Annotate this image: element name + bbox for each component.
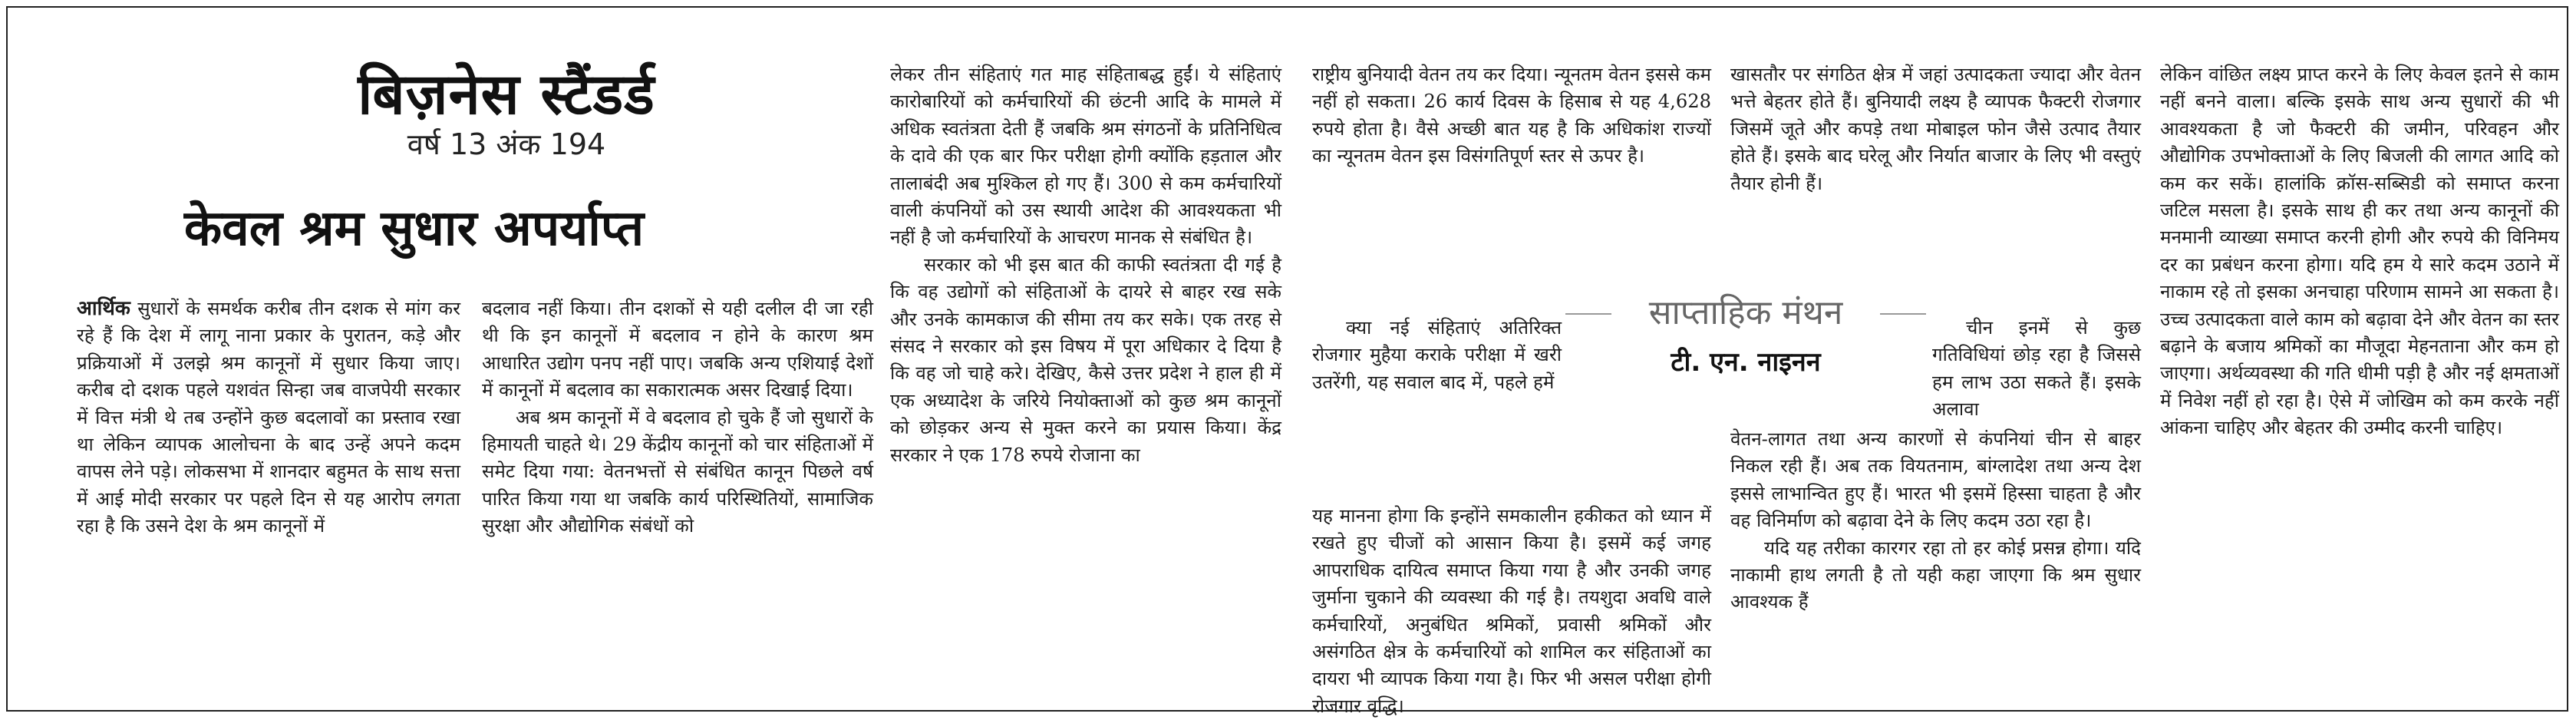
article-column-4 xyxy=(1312,61,1711,315)
column-2-paragraph-1: बदलाव नहीं किया। तीन दशकों से यही दलील दी जा रही थी कि इन कानूनों में बदलाव न होने के कारण श्रम आधारित उद्योग पनप नहीं पाए। जबकि अन्य एशियाई देशों में कानूनों में बदलाव का सकारात्मक असर दिखाई दिया। xyxy=(482,298,873,401)
lead-word: आर्थिक xyxy=(77,297,130,320)
column-title: साप्ताहिक मंथन xyxy=(1648,293,1843,332)
column-5-paragraph-3: वेतन-लागत तथा अन्य कारणों से कंपनियां चीन से बाहर निकल रही हैं। अब तक वियतनाम, बांग्लादेश तथा अन्य देश इससे लाभान्वित हुए हैं। भारत भी इसमें हिस्सा चाहता है और वह विनिर्माण को बढ़ावा देने के लिए कदम उठा रहा है। xyxy=(1730,428,2141,532)
column-5-paragraph-2: चीन इनमें से कुछ गतिविधियां छोड़ रहा है जिससे हम लाभ उठा सकते हैं। इसके अलावा xyxy=(1932,317,2141,421)
column-2-paragraph-2: अब श्रम कानूनों में वे बदलाव हो चुके हैं जो सुधारों के हिमायती चाहते थे। 29 केंद्रीय कानूनों को चार संहिताओं में समेट दिया गया: वेतनभत्तों से संबंधित कानून पिछले वर्ष पारित किया गया था जबकि कार्य परिस्थितियों, सामाजिक सुरक्षा और औद्योगिक संबंधों को xyxy=(482,406,873,537)
article-column-3 xyxy=(890,61,1281,687)
article-column-2 xyxy=(482,296,873,540)
article-column-1 xyxy=(77,296,460,540)
article-column-4-lower xyxy=(1312,503,1711,717)
column-3-paragraph-2: सरकार को भी इस बात की काफी स्वतंत्रता दी गई है कि वह उद्योगों को संहिताओं के दायरे से बाहर रख सके और उनके कामकाज की सीमा तय कर सके। एक तरह से संसद ने सरकार को इस विषय में पूरा अधिकार दे दिया है कि वह जो चाहे करे। देखिए, कैसे उत्तर प्रदेश ने हाल ही में एक अध्यादेश के जरिये नियोक्ताओं को कुछ श्रम कानूनों को छोड़कर अन्य से मुक्त करने का प्रयास किया। केंद्र सरकार ने एक 178 रुपये रोजाना का xyxy=(890,253,1281,466)
column-1-text: सुधारों के समर्थक करीब तीन दशक से मांग कर रहे हैं कि देश में लागू नाना प्रकार के पुरातन, कड़े और प्रक्रियाओं में उलझे श्रम कानूनों में सुधार किया जाए। करीब दो दशक पहले यशवंत सिन्हा जब वाजपेयी सरकार में वित्त मंत्री थे तब उन्होंने कुछ बदलावों का प्रस्ताव रखा था लेकिन व्यापक आलोचना के बाद उन्हें अपने कदम वापस लेने पड़े। लोकसभा में शानदार बहुमत के साथ सत्ता में आई मोदी सरकार पर पहले दिन से यह आरोप लगता रहा है कि उसने देश के श्रम कानूनों में xyxy=(77,298,460,537)
column-4-paragraph-1: राष्ट्रीय बुनियादी वेतन तय कर दिया। न्यूनतम वेतन इससे कम नहीं हो सकता। 26 कार्य दिवस के हिसाब से यह 4,628 रुपये होता है। वैसे अच्छी बात यह है कि अधिकांश राज्यों का न्यूनतम वेतन इस विसंगतिपूर्ण स्तर से ऊपर है। xyxy=(1312,64,1711,167)
article-column-5-lower xyxy=(1730,426,2141,675)
article-column-5-beside-box xyxy=(1932,315,2141,422)
article-column-5 xyxy=(1730,61,2141,319)
column-6-text: लेकिन वांछित लक्ष्य प्राप्त करने के लिए केवल इतने से काम नहीं बनने वाला। बल्कि इसके साथ अन्य सुधारों की भी आवश्यकता है जो फैक्टरी की जमीन, परिवहन और औद्योगिक उपभोक्ताओं के लिए बिजली की लागत आदि को कम कर सकें। हालांकि क्रॉस-सब्सिडी को समाप्त करना जटिल मसला है। इसके साथ ही कर तथा अन्य कानूनों की मनमानी व्याख्या समाप्त करनी होगी और रुपये की विनिमय दर का प्रबंधन करना होगा। यदि हम ये सारे कदम उठाने में नाकाम रहे तो इसका अनचाहा परिणाम सामने आ सकता है। उच्च उत्पादकता वाले काम को बढ़ावा देने और वेतन का स्तर बढ़ाने के बजाय श्रमिकों का मौजूदा मेहनताना और कम हो जाएगा। अर्थव्यवस्था की गति धीमी पड़ी है और नई क्षमताओं में निवेश नहीं हो रहा है। ऐसे में जोखिम को कम करके नहीं आंकना चाहिए और बेहतर की उम्मीद करनी चाहिए। xyxy=(2160,64,2559,439)
masthead xyxy=(61,61,859,161)
column-4-paragraph-3: यह मानना होगा कि इन्होंने समकालीन हकीकत को ध्यान में रखते हुए चीजों को आसान किया है। इसमें कई जगह आपराधिक दायित्व समाप्त किया गया है और उनकी जगह जुर्माना चुकाने की व्यवस्था की गई है। तयशुदा अवधि वाले कर्मचारियों, अनुबंधित श्रमिकों, प्रवासी श्रमिकों और असंगठित क्षेत्र के कर्मचारियों को शामिल कर संहिताओं का दायरा भी व्यापक किया गया है। फिर भी असल परीक्षा होगी रोजगार वृद्धि। xyxy=(1312,505,1711,717)
article-column-4-beside-box xyxy=(1312,315,1562,491)
issue-info: वर्ष 13 अंक 194 xyxy=(407,127,606,161)
column-4-paragraph-2: क्या नई संहिताएं अतिरिक्त रोजगार मुहैया कराके परीक्षा में खरी उतरेंगी, यह सवाल बाद में, पहले हमें xyxy=(1312,317,1562,393)
newspaper-clipping xyxy=(6,6,2568,717)
column-5-paragraph-1: खासतौर पर संगठित क्षेत्र में जहां उत्पादकता ज्यादा और वेतन भत्ते बेहतर होते हैं। बुनियादी लक्ष्य है व्यापक फैक्टरी रोजगार जिसमें जूते और कपड़े तथा मोबाइल फोन जैसे उत्पाद तैयार होते हैं। इसके बाद घरेलू और निर्यात बाजार के लिए भी वस्तुएं तैयार होनी हैं। xyxy=(1730,64,2141,194)
column-author: टी. एन. नाइनन xyxy=(1671,347,1821,378)
article-column-6 xyxy=(2160,61,2559,691)
newspaper-name: बिज़नेस स्टैंडर्ड xyxy=(358,61,655,127)
column-3-paragraph-1: लेकर तीन संहिताएं गत माह संहिताबद्ध हुईं। ये संहिताएं कारोबारियों को कर्मचारियों की छंटनी आदि के मामले में अधिक स्वतंत्रता देती हैं जबकि श्रम संगठनों के प्रतिनिधित्व के दावे की एक बार फिर परीक्षा होगी क्योंकि हड़ताल और तालाबंदी अब मुश्किल हो गए हैं। 300 से कम कर्मचारियों वाली कंपनियों को उस स्थायी आदेश की आवश्यकता भी नहीं है जो कर्मचारियों के आचरण मानक से संबंधित है। xyxy=(890,64,1281,249)
article-headline: केवल श्रम सुधार अपर्याप्त xyxy=(184,200,645,257)
column-5-paragraph-4: यदि यह तरीका कारगर रहा तो हर कोई प्रसन्न होगा। यदि नाकामी हाथ लगती है तो यही कहा जाएगा कि श्रम सुधार आवश्यक हैं xyxy=(1730,537,2141,613)
